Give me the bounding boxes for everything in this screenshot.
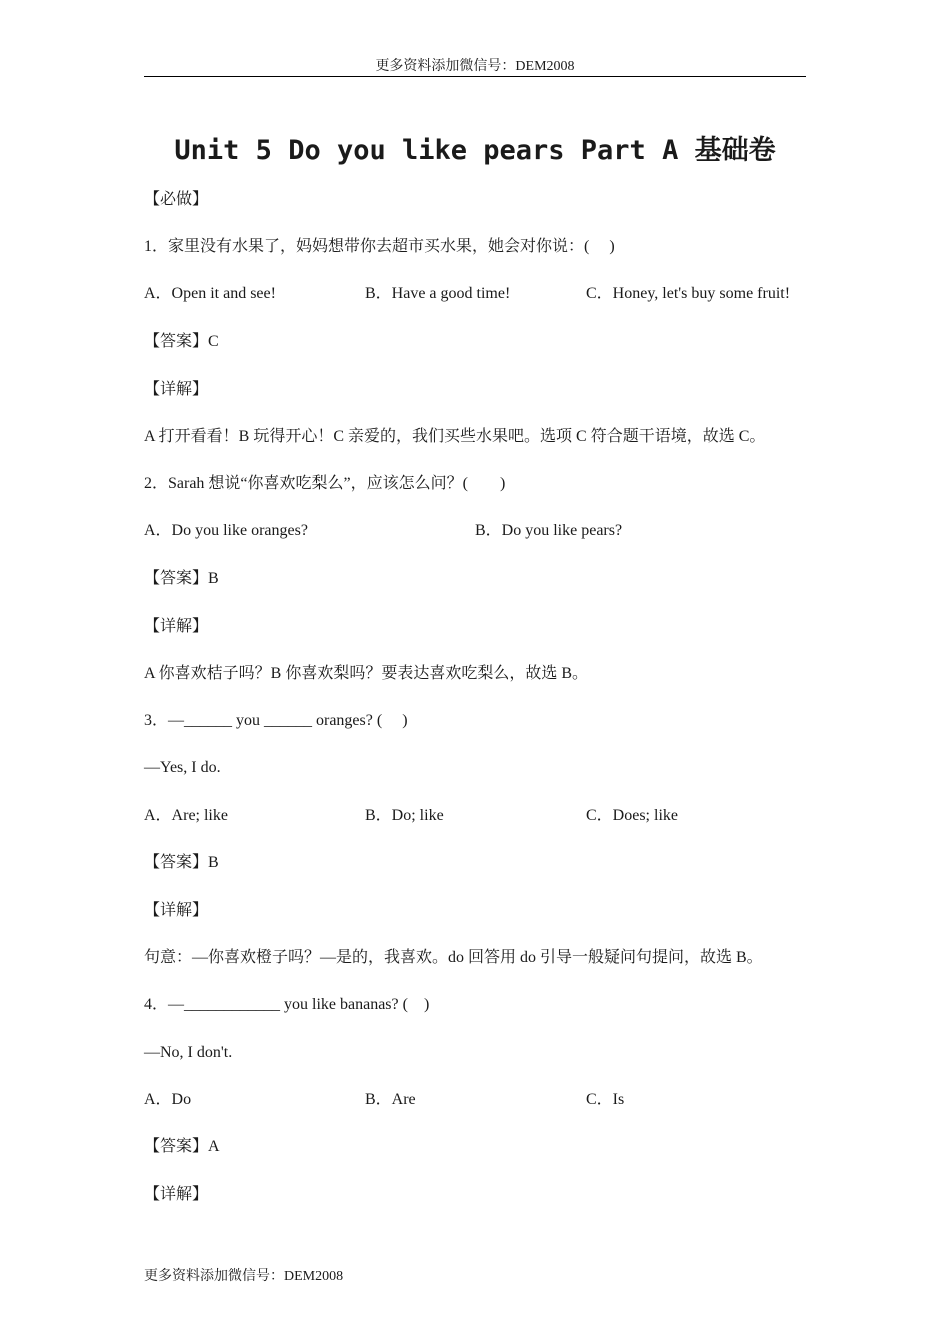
q4-option-a: A．Do — [144, 1091, 192, 1108]
q4-answer: 【答案】A — [144, 1138, 220, 1155]
q4-stem: 4．—____________ you like bananas? ( ) — [144, 996, 430, 1013]
q4-option-b: B．Are — [365, 1091, 416, 1108]
q2-detail: A 你喜欢桔子吗？B 你喜欢梨吗？要表达喜欢吃梨么，故选 B。 — [144, 665, 589, 682]
q3-detail-label: 【详解】 — [144, 902, 209, 919]
q3-answer: 【答案】B — [144, 854, 219, 871]
q3-detail: 句意：—你喜欢橙子吗？—是的，我喜欢。do 回答用 do 引导一般疑问句提问，故选 B。 — [144, 949, 763, 966]
q2-option-a: A．Do you like oranges? — [144, 522, 308, 539]
q2-detail-label: 【详解】 — [144, 618, 209, 635]
page-footer: 更多资料添加微信号：DEM2008 — [144, 1269, 344, 1284]
q2-stem: 2．Sarah 想说“你喜欢吃梨么”，应该怎么问？( ) — [144, 475, 506, 492]
q4-reply: —No, I don't. — [144, 1044, 233, 1061]
header-divider — [144, 76, 806, 77]
page-title: Unit 5 Do you like pears Part A 基础卷 — [174, 135, 776, 166]
q4-option-c: C．Is — [586, 1091, 625, 1108]
q1-option-a: A．Open it and see! — [144, 285, 276, 302]
q2-answer: 【答案】B — [144, 570, 219, 587]
q1-option-b: B．Have a good time! — [365, 285, 511, 302]
q3-stem: 3．—______ you ______ oranges? ( ) — [144, 712, 408, 729]
q3-option-b: B．Do; like — [365, 807, 444, 824]
q1-option-c: C．Honey, let's buy some fruit! — [586, 285, 791, 302]
q4-detail-label: 【详解】 — [144, 1186, 209, 1203]
q1-detail-label: 【详解】 — [144, 381, 209, 398]
q3-option-c: C．Does; like — [586, 807, 678, 824]
q2-option-b: B．Do you like pears? — [475, 522, 623, 539]
q3-reply: —Yes, I do. — [144, 759, 221, 776]
section-label: 【必做】 — [144, 191, 209, 208]
q1-answer: 【答案】C — [144, 333, 219, 350]
q1-stem: 1．家里没有水果了，妈妈想带你去超市买水果，她会对你说：( ) — [144, 238, 615, 255]
page-header: 更多资料添加微信号：DEM2008 — [375, 59, 575, 74]
q1-detail: A 打开看看！B 玩得开心！C 亲爱的，我们买些水果吧。选项 C 符合题干语境，故选 C。 — [144, 428, 766, 445]
q3-option-a: A．Are; like — [144, 807, 228, 824]
